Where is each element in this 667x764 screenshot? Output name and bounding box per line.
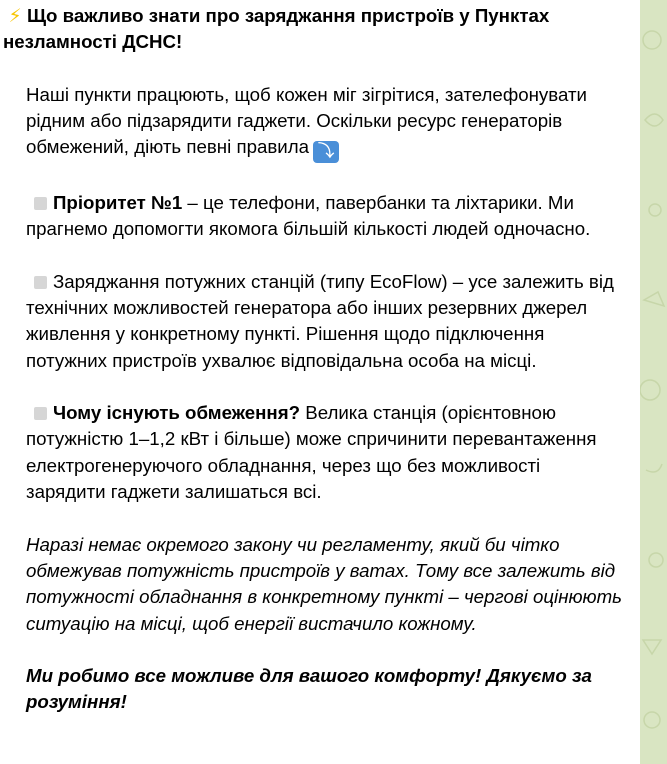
message-title bbox=[3, 3, 622, 56]
bullet-item-limits bbox=[26, 400, 622, 505]
bullet-bold-text: Пріоритет №1 bbox=[53, 191, 183, 213]
message-note: Наразі немає окремого закону чи регламенту, який би чітко обмежував потужність пристроїв у ватах. Тому все залежить від потужності обладнання в конкретному пункті – чергові оцінюють ситуацію на місці, щоб енергії вистачило кожному. bbox=[26, 533, 622, 634]
lightning-bolt-icon: ⚡ bbox=[8, 5, 22, 26]
bullet-bold-text: Чому існують обмеження? bbox=[53, 402, 301, 424]
square-bullet-icon bbox=[34, 197, 47, 210]
message-intro bbox=[26, 82, 622, 164]
bullet-item-power-stations bbox=[26, 269, 622, 374]
arrow-down-right-icon: ⤵ bbox=[313, 141, 339, 163]
message-intro-text: Наші пункти працюють, щоб кожен міг зігрітися, зателефонувати рідним або підзарядити гаджети. Оскільки ресурс генераторів обмежений, діють певні правила bbox=[26, 83, 587, 158]
message-title-text: Що важливо знати про заряджання пристроїв у Пунктах незламності ДСНС! bbox=[3, 5, 550, 53]
bullet-text: Заряджання потужних станцій (типу EcoFlow) – усе залежить від технічних можливостей генератора або інших резервних джерел живлення у конкретному пункті. Рішення щодо підключення потужних пристроїв ухвалює відповідальна особа на місці. bbox=[26, 270, 614, 371]
square-bullet-icon bbox=[34, 407, 47, 420]
square-bullet-icon bbox=[34, 276, 47, 289]
bullet-text: Велика станція (орієнтовною потужністю 1–1,2 кВт і більше) може спричинити перевантаження електрогенеруючого обладнання, через що без можливості зарядити гаджети залишаться всі. bbox=[26, 402, 597, 503]
bullet-text: – це телефони, павербанки та ліхтарики. Ми прагнемо допомогти якомога більшій кількості людей одночасно. bbox=[26, 191, 591, 240]
message-closing: Ми робимо все можливе для вашого комфорту! Дякуємо за розуміння! bbox=[26, 665, 592, 713]
bullet-item-priority bbox=[26, 190, 622, 243]
